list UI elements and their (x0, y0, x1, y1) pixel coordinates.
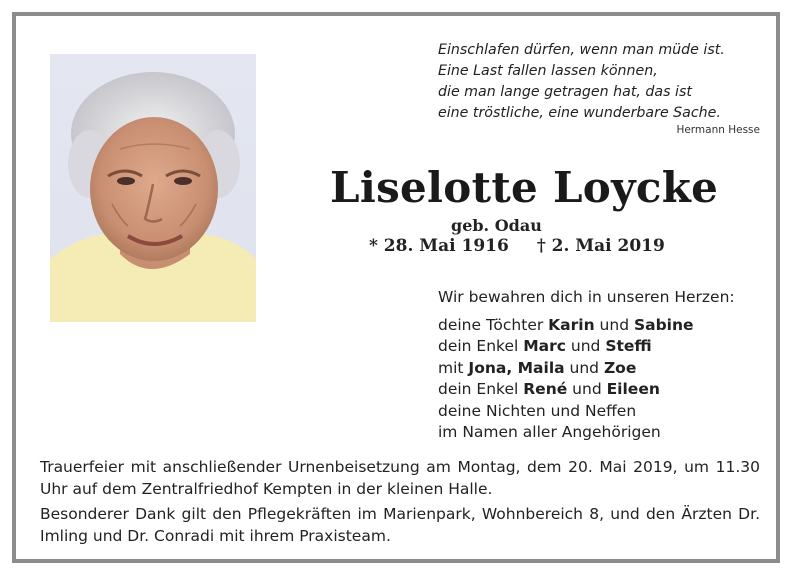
family-list (438, 287, 735, 444)
family-line-text: und (567, 380, 607, 398)
family-member-name: Sabine (633, 315, 694, 334)
family-line-text: und (594, 315, 634, 334)
poem-line: Einschlafen dürfen, wenn man müde ist. (438, 42, 725, 58)
portrait-image (50, 54, 256, 322)
family-line-text: mit (438, 358, 469, 377)
family-line-text: und (564, 358, 604, 377)
life-dates (369, 236, 665, 256)
family-line: deine Nichten und Neffen (438, 401, 637, 420)
family-member-name: Jona, Maila (468, 358, 565, 377)
thanks-text: Besonderer Dank gilt den Pflegekräften im Marienpark, Wohnbereich 8, und den Ärzten Dr. Imling und Dr. Conradi mit ihrem Praxisteam. (40, 505, 760, 545)
funeral-notice (40, 457, 760, 551)
family-line (438, 336, 735, 358)
death-date: † 2. Mai 2019 (536, 236, 665, 256)
poem-line: eine tröstliche, eine wunderbare Sache. (438, 105, 721, 121)
family-member-name: René (523, 380, 568, 398)
poem-line: die man lange getragen hat, das ist (438, 84, 692, 100)
family-line (438, 315, 735, 337)
family-line-text: deine Töchter (438, 315, 549, 334)
family-member-name: Karin (548, 315, 595, 334)
maiden-name: geb. Odau (451, 216, 542, 235)
portrait-photo (50, 54, 256, 322)
family-line (438, 379, 735, 401)
family-member-name: Marc (523, 337, 566, 355)
family-line (438, 358, 735, 380)
family-member-name: Eileen (606, 380, 660, 398)
poem-author: Hermann Hesse (676, 124, 760, 136)
poem (438, 40, 768, 124)
family-member-name: Zoe (603, 358, 637, 377)
family-line-text: dein Enkel (438, 380, 524, 398)
family-member-name: Steffi (605, 337, 652, 355)
birth-date: * 28. Mai 1916 (369, 236, 509, 256)
family-line-text: und (565, 337, 606, 355)
deceased-name: Liselotte Loycke (330, 163, 719, 212)
family-line: im Namen aller Angehörigen (438, 423, 661, 441)
funeral-details: Trauerfeier mit anschließender Urnenbeisetzung am Montag, dem 20. Mai 2019, um 11.30 Uhr auf dem Zentralfriedhof Kempten in der kleinen Halle. (40, 458, 760, 498)
family-intro: Wir bewahren dich in unseren Herzen: (438, 288, 735, 306)
family-line-text: dein Enkel (438, 337, 524, 355)
poem-line: Eine Last fallen lassen können, (438, 63, 658, 79)
